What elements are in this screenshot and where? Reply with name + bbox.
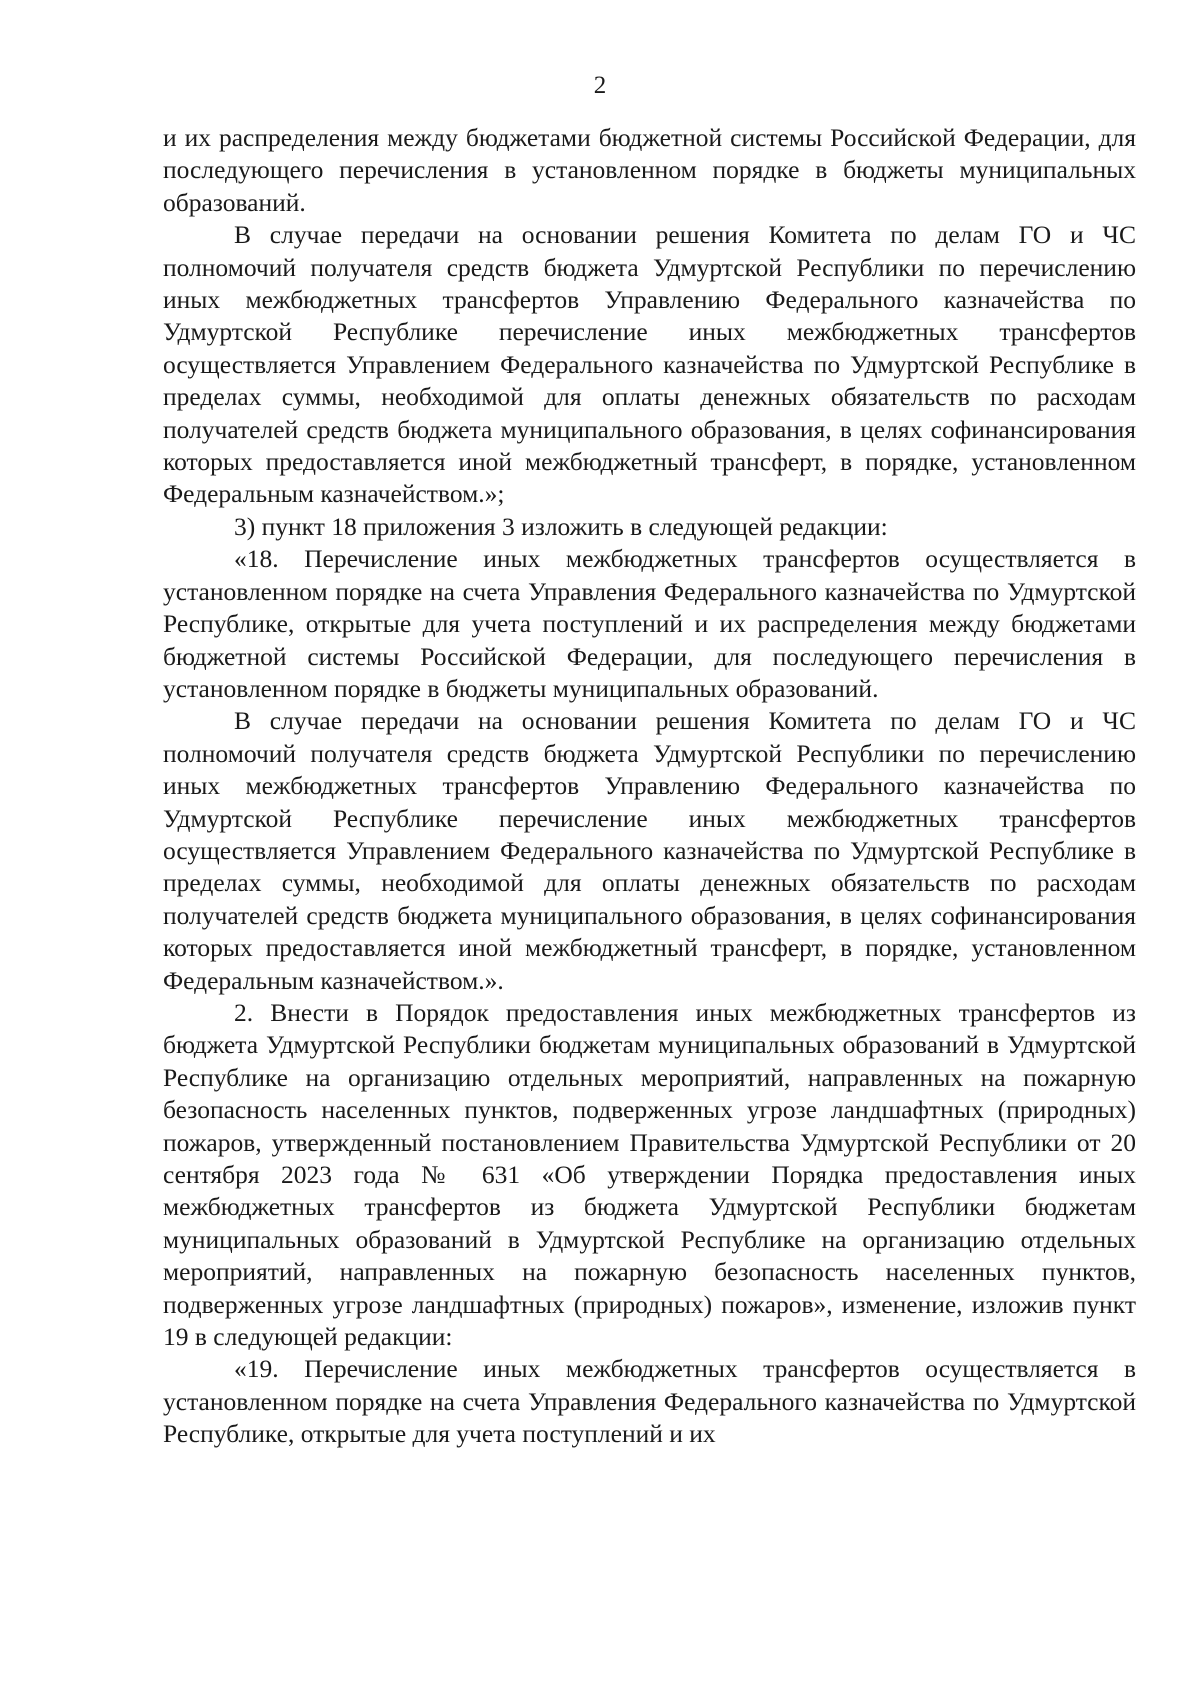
paragraph-section-2: 2. Внести в Порядок предоставления иных межбюджетных трансфертов из бюджета Удмуртской Республики бюджетам муниципальных образований в Удмуртской Республике на организацию отдельных мероприятий, направленных на пожарную безопасность населенных пунктов, подверженных угрозе ландшафтных (природных) пожаров, утвержденный постановлением Правительства Удмуртской Республики от 20 сентября 2023 года № 631 «Об утверждении Порядка предоставления иных межбюджетных трансфертов из бюджета Удмуртской Республики бюджетам муниципальных образований в Удмуртской Республике на организацию отдельных мероприятий, направленных на пожарную безопасность населенных пунктов, подверженных угрозе ландшафтных (природных) пожаров», изменение, изложив пункт 19 в следующей редакции: bbox=[163, 997, 1136, 1352]
paragraph-transfer-case-1: В случае передачи на основании решения Комитета по делам ГО и ЧС полномочий получателя средств бюджета Удмуртской Республики по перечислению иных межбюджетных трансфертов Управлению Федерального казначейства по Удмуртской Республике перечисление иных межбюджетных трансфертов осуществляется Управлением Федерального казначейства по Удмуртской Республике в пределах суммы, необходимой для оплаты денежных обязательств по расходам получателей средств бюджета муниципального образования, в целях софинансирования которых предоставляется иной межбюджетный трансферт, в порядке, установленном Федеральным казначейством.»; bbox=[163, 220, 1136, 509]
paragraph-point-18: «18. Перечисление иных межбюджетных трансфертов осуществляется в установленном порядке на счета Управления Федерального казначейства по Удмуртской Республике, открытые для учета поступлений и их распределения между бюджетами бюджетной системы Российской Федерации, для последующего перечисления в установленном порядке в бюджеты муниципальных образований. bbox=[163, 544, 1136, 703]
paragraph-item-3: 3) пункт 18 приложения 3 изложить в следующей редакции: bbox=[234, 511, 888, 541]
paragraph-transfer-case-2: В случае передачи на основании решения Комитета по делам ГО и ЧС полномочий получателя средств бюджета Удмуртской Республики по перечислению иных межбюджетных трансфертов Управлению Федерального казначейства по Удмуртской Республике перечисление иных межбюджетных трансфертов осуществляется Управлением Федерального казначейства по Удмуртской Республике в пределах суммы, необходимой для оплаты денежных обязательств по расходам получателей средств бюджета муниципального образования, в целях софинансирования которых предоставляется иной межбюджетный трансферт, в порядке, установленном Федеральным казначейством.». bbox=[163, 706, 1136, 995]
document-body bbox=[163, 122, 1136, 1451]
paragraph-point-19: «19. Перечисление иных межбюджетных трансфертов осуществляется в установленном порядке на счета Управления Федерального казначейства по Удмуртской Республике, открытые для учета поступлений и их bbox=[163, 1354, 1136, 1449]
paragraph-continuation: и их распределения между бюджетами бюджетной системы Российской Федерации, для последующего перечисления в установленном порядке в бюджеты муниципальных образований. bbox=[163, 123, 1136, 217]
page-number: 2 bbox=[593, 72, 607, 99]
